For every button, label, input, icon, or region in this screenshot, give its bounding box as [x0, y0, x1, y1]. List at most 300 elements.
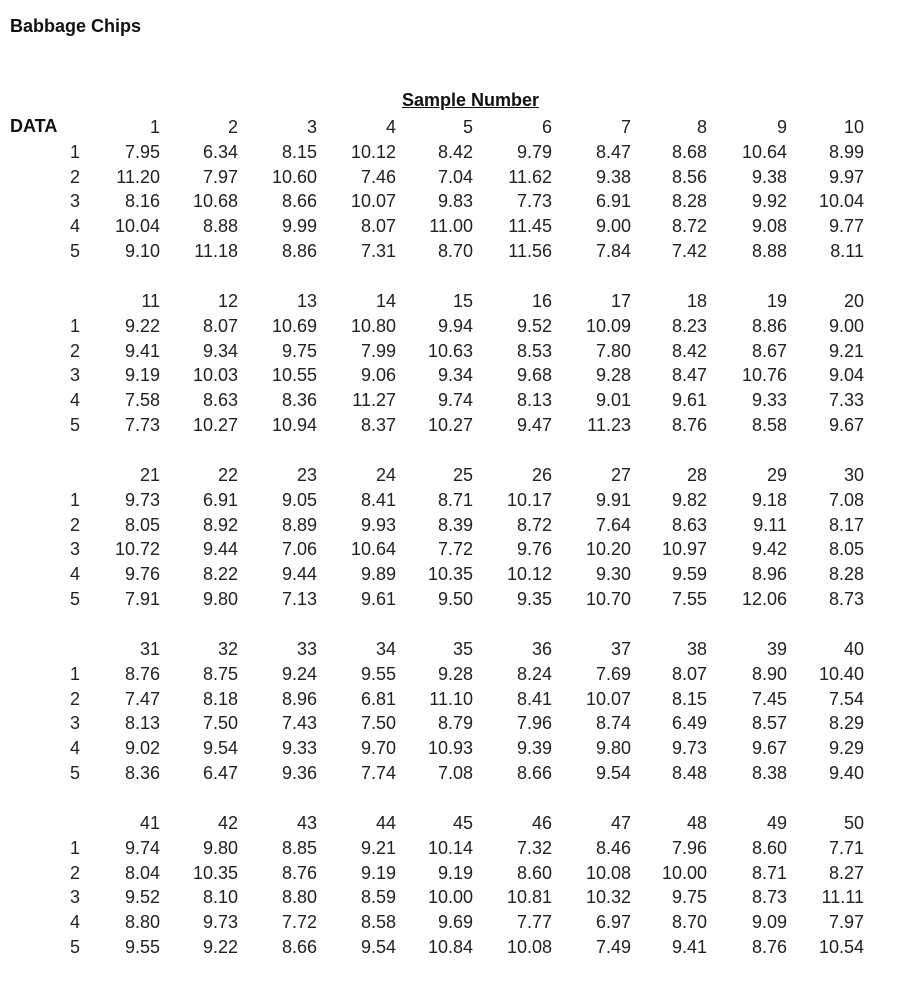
data-cell: 9.02	[124, 738, 160, 759]
sample-number: 27	[610, 465, 631, 485]
data-cell: 10.64	[741, 141, 787, 162]
data-cell: 10.07	[350, 191, 396, 212]
data-cell: 11.18	[194, 241, 238, 261]
row-label: 1	[69, 663, 80, 684]
data-cell: 8.90	[751, 663, 787, 684]
data-cell: 9.75	[281, 340, 317, 361]
data-cell: 8.28	[671, 191, 707, 212]
sample-number: 47	[610, 813, 631, 833]
sample-number: 18	[686, 291, 707, 311]
data-cell: 9.75	[671, 887, 707, 908]
data-cell: 9.76	[516, 539, 552, 560]
data-cell: 9.89	[360, 564, 396, 585]
data-cell: 10.94	[271, 415, 317, 435]
data-cell: 8.23	[671, 315, 707, 336]
data-cell: 11.23	[587, 415, 631, 435]
data-cell: 9.76	[124, 564, 160, 585]
data-cell: 8.96	[281, 688, 317, 709]
sample-number: 45	[452, 813, 473, 833]
sample-number: 17	[610, 291, 631, 311]
data-cell: 8.74	[595, 713, 631, 734]
data-cell: 9.69	[437, 912, 473, 933]
data-cell: 9.70	[360, 738, 396, 759]
data-cell: 8.37	[360, 415, 396, 435]
data-cell: 10.08	[506, 937, 552, 957]
data-cell: 8.46	[595, 837, 631, 858]
data-cell: 8.57	[751, 713, 787, 734]
data-cell: 8.07	[360, 216, 396, 237]
data-cell: 7.74	[360, 763, 396, 783]
data-cell: 7.64	[595, 514, 631, 535]
data-cell: 9.34	[202, 340, 238, 361]
data-cell: 9.22	[124, 315, 160, 336]
sample-number: 43	[296, 813, 317, 833]
data-cell: 8.41	[360, 489, 396, 510]
data-cell: 8.86	[751, 315, 787, 336]
data-cell: 8.42	[671, 340, 707, 361]
data-cell: 9.11	[753, 514, 787, 535]
data-cell: 11.11	[821, 887, 864, 908]
data-cell: 8.15	[281, 141, 317, 162]
data-cell: 9.19	[360, 862, 396, 883]
sheet-title: Babbage Chips	[10, 16, 142, 36]
data-cell: 8.05	[828, 539, 864, 560]
data-cell: 8.89	[281, 514, 317, 535]
data-cell: 9.54	[202, 738, 238, 759]
data-cell: 7.43	[281, 713, 317, 734]
data-cell: 9.38	[751, 166, 787, 187]
data-cell: 7.08	[437, 763, 473, 783]
data-cell: 8.88	[751, 241, 787, 261]
row-label: 3	[69, 191, 80, 212]
sample-number: 32	[217, 639, 238, 659]
data-cell: 10.93	[427, 738, 473, 759]
data-cell: 8.79	[437, 713, 473, 734]
data-cell: 8.04	[124, 862, 160, 883]
data-cell: 10.12	[350, 141, 396, 162]
row-label: 1	[69, 837, 80, 858]
data-cell: 10.08	[585, 862, 631, 883]
sample-number: 34	[375, 639, 396, 659]
row-label: 2	[69, 340, 80, 361]
data-cell: 9.91	[595, 489, 631, 510]
sample-number: 15	[452, 291, 473, 311]
data-cell: 10.00	[427, 887, 473, 908]
data-cell: 7.73	[124, 415, 160, 435]
data-cell: 9.80	[595, 738, 631, 759]
data-cell: 8.24	[516, 663, 552, 684]
data-cell: 8.05	[124, 514, 160, 535]
sample-number: 3	[306, 117, 317, 137]
row-label: 4	[69, 738, 80, 759]
data-cell: 9.33	[751, 390, 787, 411]
data-cell: 10.69	[271, 315, 317, 336]
data-cell: 10.14	[427, 837, 473, 858]
data-cell: 7.97	[202, 166, 238, 187]
data-cell: 9.42	[751, 539, 787, 560]
data-cell: 7.55	[671, 589, 707, 609]
data-cell: 7.58	[124, 390, 160, 411]
data-cell: 8.70	[671, 912, 707, 933]
data-cell: 8.85	[281, 837, 317, 858]
row-label: 1	[69, 489, 80, 510]
data-cell: 8.75	[202, 663, 238, 684]
data-cell: 7.13	[281, 589, 317, 609]
data-cell: 8.13	[124, 713, 160, 734]
data-cell: 9.83	[437, 191, 473, 212]
sample-number: 26	[531, 465, 552, 485]
data-cell: 8.63	[202, 390, 238, 411]
sample-number: 39	[766, 639, 787, 659]
row-label: 1	[69, 315, 80, 336]
data-cell: 8.10	[202, 887, 238, 908]
data-cell: 10.09	[585, 315, 631, 336]
data-cell: 8.56	[671, 166, 707, 187]
data-cell: 9.36	[281, 763, 317, 783]
data-cell: 9.41	[124, 340, 160, 361]
data-cell: 9.67	[828, 415, 864, 435]
data-cell: 8.66	[516, 763, 552, 783]
sample-number: 28	[686, 465, 707, 485]
data-cell: 9.73	[202, 912, 238, 933]
data-cell: 10.80	[350, 315, 396, 336]
data-cell: 7.77	[516, 912, 552, 933]
data-cell: 9.21	[360, 837, 396, 858]
sample-number: 22	[217, 465, 238, 485]
row-label: 3	[69, 539, 80, 560]
row-label: 4	[69, 912, 80, 933]
data-cell: 9.55	[360, 663, 396, 684]
sample-number: 23	[296, 465, 317, 485]
data-cell: 10.12	[506, 564, 552, 585]
data-cell: 9.30	[595, 564, 631, 585]
sample-number: 44	[375, 813, 396, 833]
data-cell: 8.99	[828, 141, 864, 162]
data-cell: 7.46	[360, 166, 396, 187]
data-cell: 10.81	[506, 887, 552, 908]
row-label: 5	[69, 937, 80, 957]
data-cell: 10.35	[427, 564, 473, 585]
data-cell: 11.10	[429, 688, 473, 709]
data-cell: 9.18	[751, 489, 787, 510]
data-cell: 8.71	[437, 489, 473, 510]
data-cell: 9.08	[751, 216, 787, 237]
sample-number: 29	[766, 465, 787, 485]
data-cell: 9.21	[828, 340, 864, 361]
row-label: 2	[69, 862, 80, 883]
data-cell: 6.49	[671, 713, 707, 734]
data-cell: 6.34	[202, 141, 238, 162]
data-cell: 9.97	[828, 166, 864, 187]
data-cell: 8.73	[751, 887, 787, 908]
data-cell: 7.91	[124, 589, 160, 609]
data-cell: 9.22	[202, 937, 238, 957]
data-cell: 8.36	[281, 390, 317, 411]
data-cell: 7.47	[124, 688, 160, 709]
data-cell: 11.27	[352, 390, 396, 411]
sample-number: 38	[686, 639, 707, 659]
data-cell: 8.17	[828, 514, 864, 535]
data-cell: 9.80	[202, 589, 238, 609]
data-cell: 9.09	[751, 912, 787, 933]
data-cell: 8.71	[751, 862, 787, 883]
data-label: DATA	[10, 116, 58, 136]
sample-number: 5	[462, 117, 473, 137]
data-cell: 9.59	[671, 564, 707, 585]
data-cell: 8.28	[828, 564, 864, 585]
sample-number: 9	[776, 117, 787, 137]
data-cell: 8.76	[751, 937, 787, 957]
sample-number: 10	[843, 117, 864, 137]
sample-number: 4	[385, 117, 396, 137]
data-cell: 7.73	[516, 191, 552, 212]
data-cell: 7.96	[516, 713, 552, 734]
data-cell: 10.27	[192, 415, 238, 435]
data-cell: 8.59	[360, 887, 396, 908]
data-cell: 8.58	[360, 912, 396, 933]
data-cell: 8.22	[202, 564, 238, 585]
row-label: 3	[69, 887, 80, 908]
data-cell: 9.05	[281, 489, 317, 510]
data-cell: 8.70	[437, 241, 473, 261]
data-cell: 10.07	[585, 688, 631, 709]
data-cell: 9.44	[281, 564, 317, 585]
data-cell: 7.33	[828, 390, 864, 411]
data-cell: 7.71	[828, 837, 864, 858]
data-cell: 7.50	[360, 713, 396, 734]
data-cell: 9.29	[828, 738, 864, 759]
data-cell: 7.84	[595, 241, 631, 261]
data-cell: 8.39	[437, 514, 473, 535]
data-cell: 8.66	[281, 191, 317, 212]
data-cell: 9.33	[281, 738, 317, 759]
data-cell: 9.04	[828, 365, 864, 386]
data-cell: 11.00	[429, 216, 473, 237]
data-cell: 8.68	[671, 141, 707, 162]
row-label: 5	[69, 241, 80, 261]
data-cell: 11.62	[508, 166, 552, 187]
data-cell: 9.19	[124, 365, 160, 386]
sample-number: 50	[843, 813, 864, 833]
data-cell: 8.58	[751, 415, 787, 435]
data-cell: 10.54	[818, 937, 864, 957]
data-cell: 9.94	[437, 315, 473, 336]
sample-number: 11	[141, 291, 160, 311]
data-cell: 6.91	[595, 191, 631, 212]
data-cell: 8.41	[516, 688, 552, 709]
data-cell: 8.18	[202, 688, 238, 709]
data-cell: 10.72	[114, 539, 160, 560]
sample-number-header: Sample Number	[402, 90, 540, 110]
sample-number: 42	[217, 813, 238, 833]
data-cell: 9.54	[595, 763, 631, 783]
sample-number: 30	[843, 465, 864, 485]
data-cell: 8.63	[671, 514, 707, 535]
data-cell: 7.50	[202, 713, 238, 734]
row-label: 2	[69, 514, 80, 535]
data-cell: 8.76	[671, 415, 707, 435]
data-cell: 8.66	[281, 937, 317, 957]
data-cell: 9.93	[360, 514, 396, 535]
sample-number: 1	[149, 117, 160, 137]
data-cell: 6.97	[595, 912, 631, 933]
data-cell: 9.74	[124, 837, 160, 858]
data-cell: 9.06	[360, 365, 396, 386]
data-cell: 8.80	[281, 887, 317, 908]
data-cell: 6.47	[202, 763, 238, 783]
data-cell: 7.99	[360, 340, 396, 361]
data-cell: 10.00	[661, 862, 707, 883]
data-cell: 9.35	[516, 589, 552, 609]
row-label: 3	[69, 365, 80, 386]
data-cell: 10.63	[427, 340, 473, 361]
sample-number: 41	[139, 813, 160, 833]
sample-number: 20	[843, 291, 864, 311]
data-cell: 9.68	[516, 365, 552, 386]
data-cell: 7.95	[124, 141, 160, 162]
data-cell: 6.91	[202, 489, 238, 510]
data-cell: 7.32	[516, 837, 552, 858]
data-cell: 8.60	[516, 862, 552, 883]
sample-number: 7	[620, 117, 631, 137]
data-cell: 9.82	[671, 489, 707, 510]
data-cell: 8.11	[830, 241, 864, 261]
data-cell: 12.06	[741, 589, 787, 609]
data-cell: 7.08	[828, 489, 864, 510]
data-cell: 9.55	[124, 937, 160, 957]
data-cell: 8.73	[828, 589, 864, 609]
data-cell: 7.54	[828, 688, 864, 709]
row-label: 5	[69, 589, 80, 609]
data-cell: 9.24	[281, 663, 317, 684]
data-cell: 7.72	[281, 912, 317, 933]
data-cell: 11.45	[508, 216, 552, 237]
data-cell: 8.72	[671, 216, 707, 237]
data-cell: 7.45	[751, 688, 787, 709]
row-label: 2	[69, 688, 80, 709]
data-cell: 8.76	[124, 663, 160, 684]
data-cell: 10.04	[114, 216, 160, 237]
data-cell: 9.38	[595, 166, 631, 187]
sample-number: 21	[139, 465, 160, 485]
data-cell: 9.67	[751, 738, 787, 759]
data-cell: 7.49	[595, 937, 631, 957]
data-cell: 9.40	[828, 763, 864, 783]
data-cell: 10.17	[506, 489, 552, 510]
sample-number: 33	[296, 639, 317, 659]
data-cell: 9.00	[595, 216, 631, 237]
data-cell: 9.73	[671, 738, 707, 759]
row-label: 3	[69, 713, 80, 734]
data-cell: 9.99	[281, 216, 317, 237]
data-cell: 9.80	[202, 837, 238, 858]
data-cell: 8.16	[124, 191, 160, 212]
data-cell: 9.61	[671, 390, 707, 411]
data-cell: 10.84	[427, 937, 473, 957]
data-cell: 9.44	[202, 539, 238, 560]
data-cell: 10.60	[271, 166, 317, 187]
sample-number: 46	[531, 813, 552, 833]
data-cell: 10.76	[741, 365, 787, 386]
data-cell: 9.00	[828, 315, 864, 336]
data-cell: 7.96	[671, 837, 707, 858]
data-cell: 9.79	[516, 141, 552, 162]
sample-number: 19	[766, 291, 787, 311]
sample-number: 35	[452, 639, 473, 659]
data-cell: 9.52	[516, 315, 552, 336]
data-cell: 9.28	[595, 365, 631, 386]
sample-number: 31	[139, 639, 160, 659]
data-cell: 8.67	[751, 340, 787, 361]
data-cell: 9.19	[437, 862, 473, 883]
data-cell: 9.73	[124, 489, 160, 510]
sample-number: 24	[375, 465, 396, 485]
data-cell: 8.88	[202, 216, 238, 237]
data-cell: 8.86	[281, 241, 317, 261]
data-cell: 8.60	[751, 837, 787, 858]
data-cell: 10.97	[661, 539, 707, 560]
sample-number: 37	[610, 639, 631, 659]
row-label: 5	[69, 763, 80, 783]
data-cell: 7.97	[828, 912, 864, 933]
data-cell: 10.35	[192, 862, 238, 883]
row-label: 4	[69, 390, 80, 411]
data-cell: 10.27	[427, 415, 473, 435]
row-label: 2	[69, 166, 80, 187]
data-cell: 9.01	[595, 390, 631, 411]
data-cell: 10.20	[585, 539, 631, 560]
data-cell: 9.50	[437, 589, 473, 609]
data-cell: 9.61	[360, 589, 396, 609]
sample-number: 6	[541, 117, 552, 137]
data-cell: 7.80	[595, 340, 631, 361]
sample-number: 14	[375, 291, 396, 311]
data-cell: 10.40	[818, 663, 864, 684]
data-cell: 10.64	[350, 539, 396, 560]
data-cell: 8.47	[671, 365, 707, 386]
data-cell: 8.42	[437, 141, 473, 162]
data-cell: 9.77	[828, 216, 864, 237]
data-cell: 11.56	[508, 241, 552, 261]
data-cell: 7.42	[671, 241, 707, 261]
sample-number: 40	[843, 639, 864, 659]
data-cell: 8.36	[124, 763, 160, 783]
data-cell: 8.48	[671, 763, 707, 783]
row-label: 1	[69, 141, 80, 162]
row-label: 4	[69, 564, 80, 585]
data-cell: 9.52	[124, 887, 160, 908]
data-cell: 10.70	[585, 589, 631, 609]
data-cell: 10.68	[192, 191, 238, 212]
data-cell: 9.74	[437, 390, 473, 411]
data-cell: 7.31	[360, 241, 396, 261]
sample-number: 8	[696, 117, 707, 137]
data-cell: 8.38	[751, 763, 787, 783]
data-cell: 6.81	[360, 688, 396, 709]
data-cell: 8.76	[281, 862, 317, 883]
sample-number: 12	[217, 291, 238, 311]
data-cell: 8.96	[751, 564, 787, 585]
data-cell: 7.04	[437, 166, 473, 187]
data-cell: 7.06	[281, 539, 317, 560]
data-cell: 8.07	[202, 315, 238, 336]
data-cell: 11.20	[116, 166, 160, 187]
sample-number: 13	[296, 291, 317, 311]
sample-number: 49	[766, 813, 787, 833]
data-cell: 10.32	[585, 887, 631, 908]
sample-number: 25	[452, 465, 473, 485]
data-cell: 9.47	[516, 415, 552, 435]
